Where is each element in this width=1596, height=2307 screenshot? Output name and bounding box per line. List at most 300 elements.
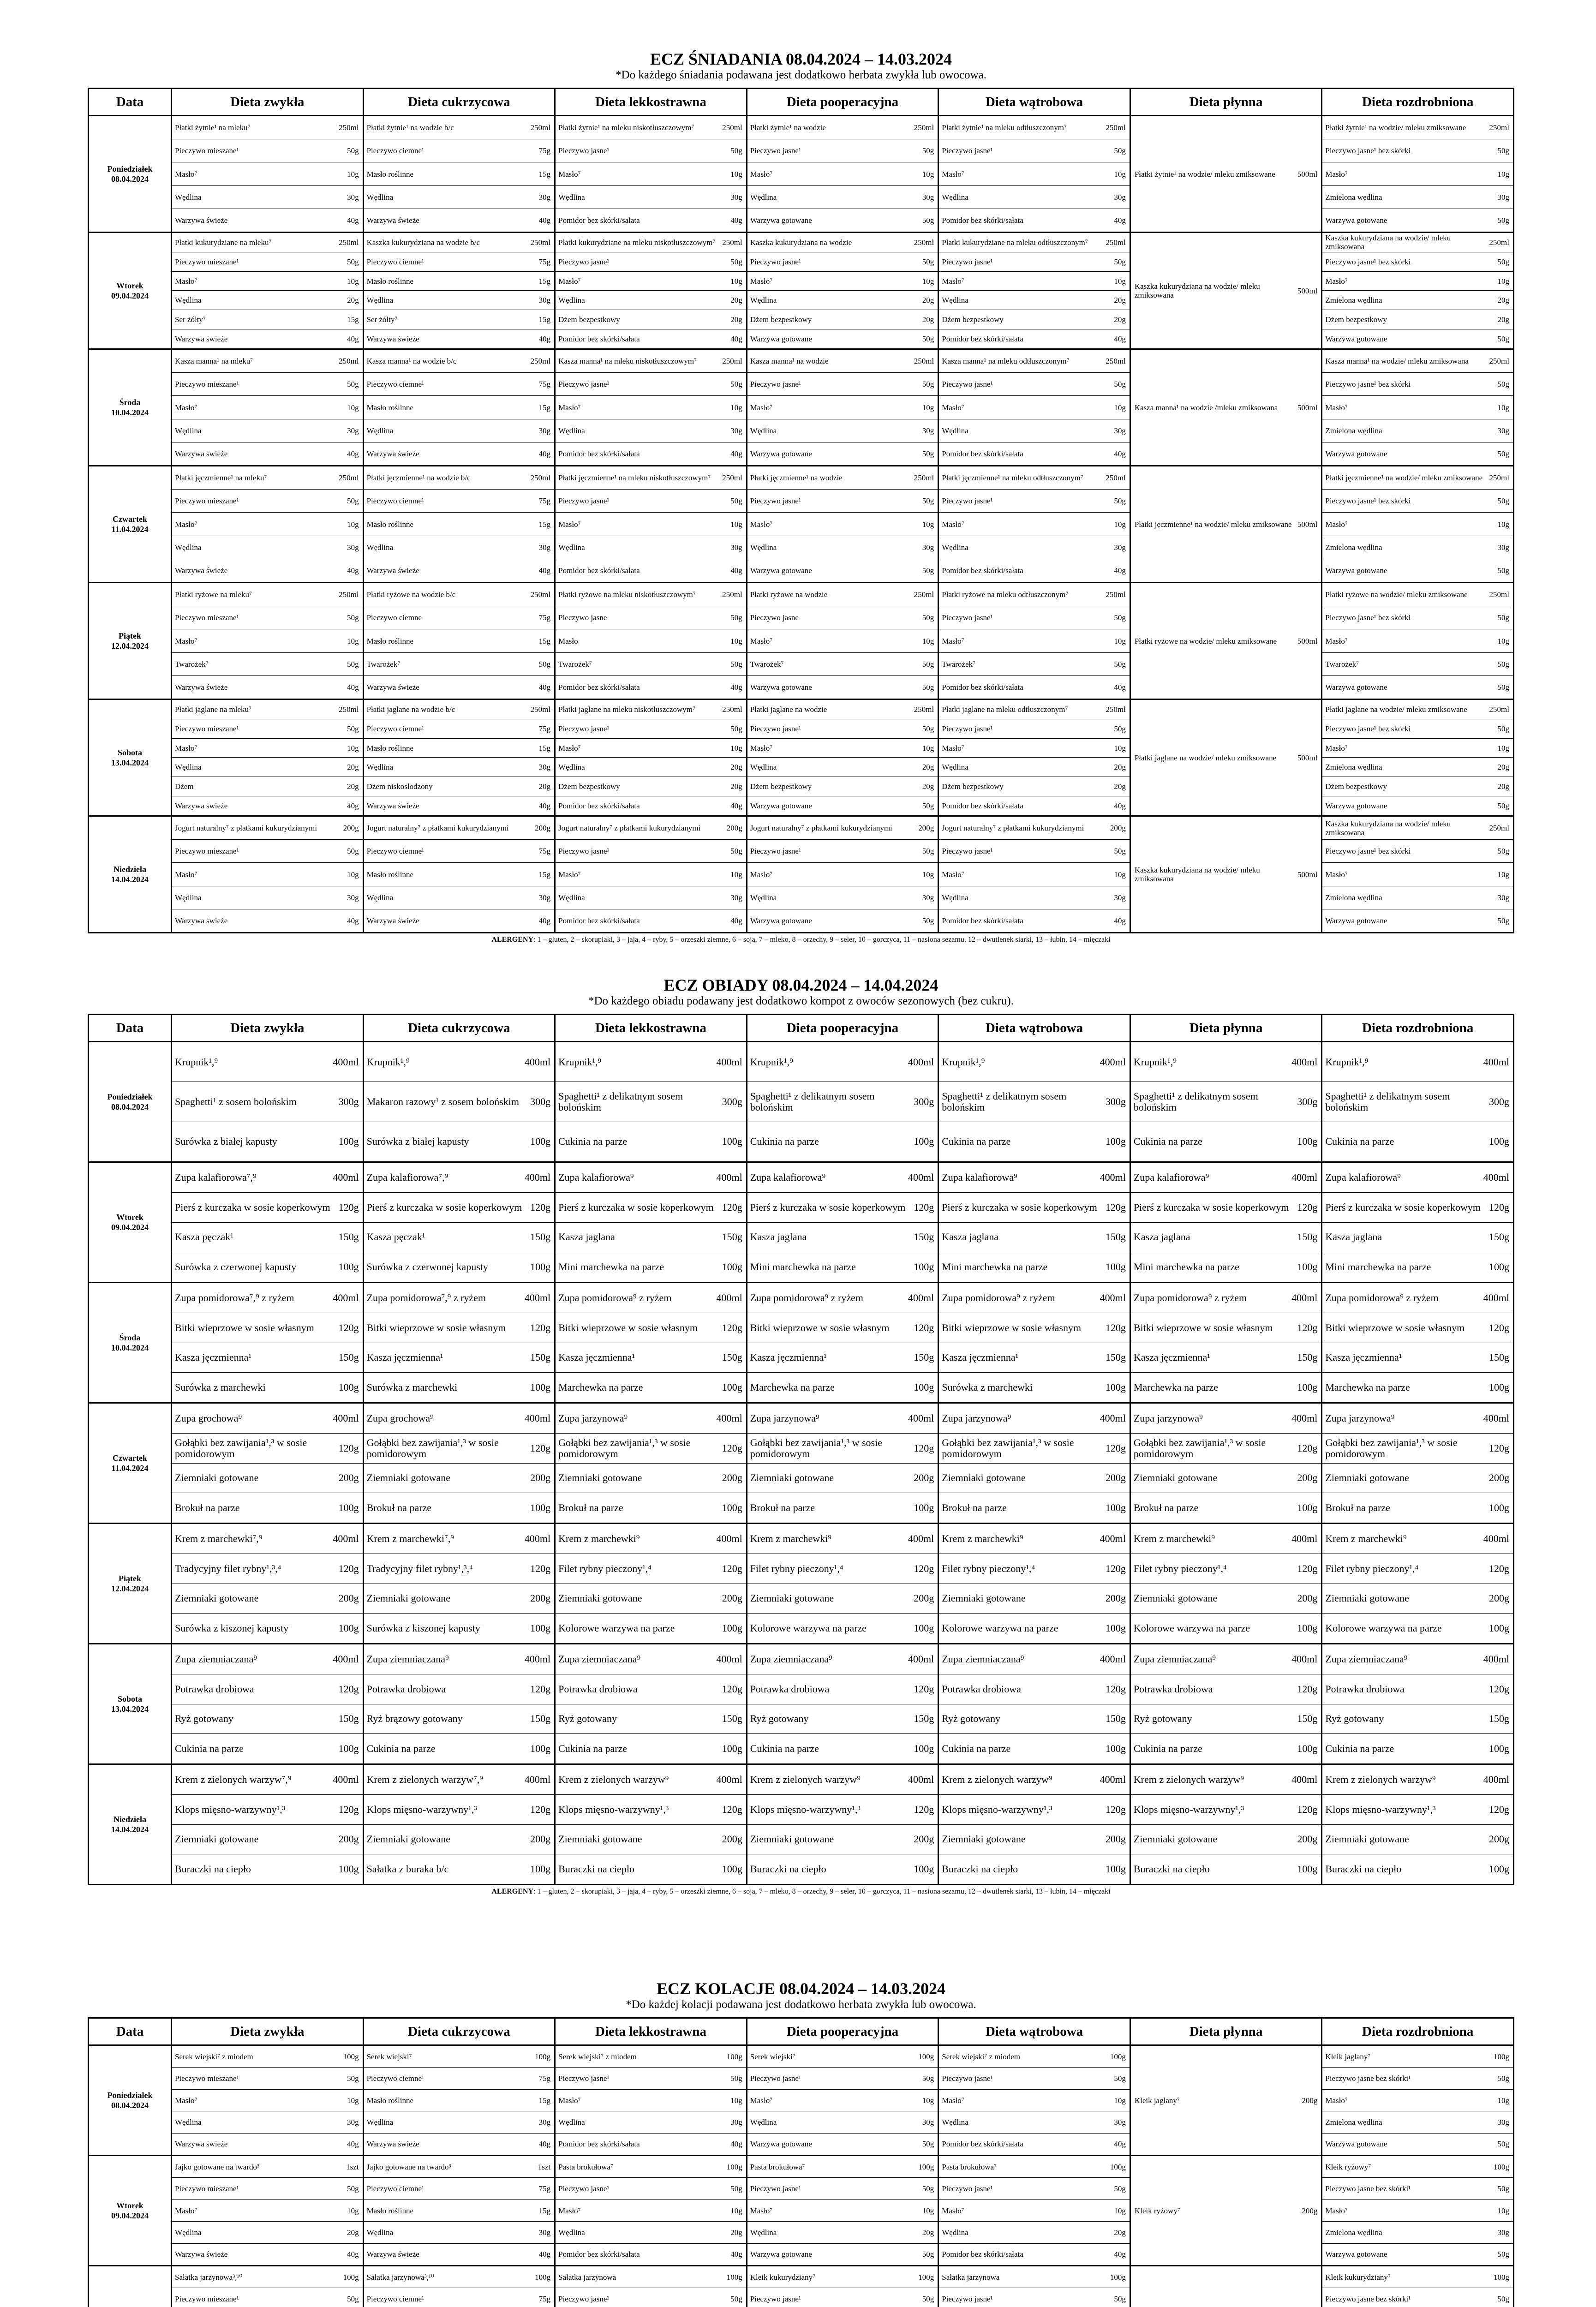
item-name: Dżem bezpestkowy <box>1325 782 1387 791</box>
item-name: Płatki ryżowe na wodzie b/c <box>366 590 456 599</box>
item-quantity: 100g <box>722 1863 742 1875</box>
item-quantity: 20g <box>922 2228 934 2237</box>
item-name: Cukinia na parze <box>942 1136 1011 1148</box>
menu-item <box>747 1404 938 1434</box>
menu-item <box>1322 606 1513 629</box>
menu-cell <box>363 699 555 816</box>
item-name: Warzywa świeże <box>366 801 419 811</box>
menu-item <box>1322 272 1513 291</box>
item-quantity: 400ml <box>524 1412 551 1424</box>
menu-items <box>172 583 363 699</box>
menu-item <box>364 777 555 796</box>
menu-item <box>747 442 938 465</box>
item-name: Pieczywo jasne¹ <box>750 380 801 389</box>
menu-item <box>1131 1825 1321 1855</box>
menu-cell <box>938 1764 1130 1885</box>
item-quantity: 50g <box>730 2074 742 2083</box>
menu-cell <box>363 1524 555 1644</box>
menu-cell <box>555 116 747 233</box>
menu-item <box>364 1644 555 1674</box>
menu-cell <box>747 1764 938 1885</box>
menu-item <box>556 1644 746 1674</box>
item-quantity: 40g <box>347 2140 359 2149</box>
menu-items <box>747 466 938 582</box>
item-quantity: 250ml <box>339 123 359 132</box>
item-quantity: 120g <box>1297 1201 1318 1213</box>
item-quantity: 50g <box>922 146 934 155</box>
menu-item <box>364 606 555 629</box>
column-header: Dieta lekkostrawna <box>555 89 747 116</box>
menu-items <box>1322 2266 1513 2307</box>
item-name: Wędlina <box>175 192 202 202</box>
menu-item <box>364 1283 555 1313</box>
menu-item <box>1322 1373 1513 1402</box>
item-quantity: 100g <box>1105 1743 1126 1755</box>
item-name: Masło⁷ <box>942 636 964 645</box>
menu-item <box>939 310 1130 329</box>
menu-cell <box>1322 583 1514 699</box>
menu-item <box>1322 162 1513 185</box>
item-quantity: 500ml <box>1297 169 1318 179</box>
item-name: Wędlina <box>558 893 585 902</box>
item-quantity: 50g <box>922 2295 934 2304</box>
item-quantity: 200g <box>1110 824 1126 833</box>
item-quantity: 75g <box>538 496 551 506</box>
menu-item <box>364 817 555 840</box>
item-name: Zupa pomidorowa⁹ z ryżem <box>1133 1292 1247 1303</box>
item-name: Dżem bezpestkowy <box>942 315 1004 324</box>
item-quantity: 120g <box>338 1683 359 1695</box>
menu-item <box>747 840 938 863</box>
menu-items <box>747 700 938 815</box>
item-name: Płatki jęczmienne¹ na mleku⁷ <box>175 473 267 483</box>
item-name: Krem z zielonych warzyw⁹ <box>1133 1774 1244 1785</box>
item-quantity: 40g <box>538 801 551 811</box>
item-quantity: 400ml <box>1483 1291 1509 1303</box>
menu-item <box>1322 466 1513 490</box>
menu-item <box>939 2156 1130 2178</box>
menu-cell <box>1322 1403 1514 1524</box>
menu-item <box>364 1614 555 1643</box>
item-quantity: 30g <box>922 893 934 902</box>
item-quantity: 100g <box>1489 1502 1509 1514</box>
allergens-text: : 1 – gluten, 2 – skorupiaki, 3 – jaja, 4 – ryby, 5 – orzeszki ziemne, 6 – soja, 7 – mleko, 8 – orzechy, 9 – seler, 10 – gorczyca, 11 – nasiona sezamu, 12 – dwutlenek siarki, 13 – łubin, 14 – mięczaki <box>533 936 1111 944</box>
item-quantity: 120g <box>338 1321 359 1333</box>
menu-item <box>556 2266 746 2288</box>
item-quantity: 250ml <box>1106 123 1126 132</box>
item-name: Mini marchewka na parze <box>558 1261 664 1273</box>
item-name: Masło⁷ <box>942 743 964 753</box>
item-name: Wędlina <box>175 2228 202 2237</box>
menu-item <box>747 1493 938 1523</box>
item-quantity: 50g <box>347 380 359 389</box>
item-quantity: 50g <box>922 2140 934 2149</box>
menu-items <box>556 1404 746 1523</box>
menu-item <box>1322 442 1513 465</box>
menu-item <box>1322 1674 1513 1704</box>
item-quantity: 500ml <box>1297 403 1318 412</box>
allergens-label: ALERGENY <box>491 936 534 944</box>
menu-item <box>939 1674 1130 1704</box>
menu-item <box>939 1434 1130 1464</box>
item-name: Płatki kukurydziane na mleku niskotłuszczowym⁷ <box>558 238 716 247</box>
item-quantity: 40g <box>1114 2140 1126 2149</box>
item-name: Kasza jęczmienna¹ <box>1325 1352 1402 1363</box>
menu-item <box>364 1122 555 1161</box>
menu-items <box>556 1283 746 1402</box>
item-name: Pieczywo jasne¹ bez skórki <box>1325 847 1411 856</box>
item-quantity: 50g <box>1114 257 1126 266</box>
item-quantity: 120g <box>1105 1683 1126 1695</box>
item-quantity: 100g <box>1297 1136 1318 1148</box>
menu-item <box>747 653 938 676</box>
menu-item <box>1322 1283 1513 1313</box>
menu-item <box>1322 2046 1513 2068</box>
item-name: Masło⁷ <box>558 276 581 286</box>
item-quantity: 10g <box>1497 169 1509 179</box>
day-name: Piątek <box>119 1574 141 1583</box>
item-name: Ryż gotowany <box>942 1713 1001 1725</box>
item-quantity: 50g <box>1114 2074 1126 2083</box>
item-quantity: 400ml <box>333 1412 359 1424</box>
item-name: Masło⁷ <box>175 276 197 286</box>
item-quantity: 75g <box>538 2295 551 2304</box>
item-name: Serek wiejski⁷ z miodem <box>175 2052 253 2061</box>
item-name: Twarożek⁷ <box>942 659 975 669</box>
item-name: Pieczywo jasne¹ bez skórki <box>1325 496 1411 506</box>
menu-item <box>364 653 555 676</box>
item-name: Potrawka drobiowa <box>558 1683 638 1695</box>
menu-item <box>939 1795 1130 1825</box>
item-name: Pieczywo jasne <box>750 613 799 622</box>
item-name: Ziemniaki gotowane <box>942 1593 1026 1604</box>
menu-item <box>364 1404 555 1434</box>
item-quantity: 400ml <box>1100 1412 1126 1424</box>
item-quantity: 20g <box>347 782 359 791</box>
item-quantity: 400ml <box>908 1412 934 1424</box>
menu-item <box>747 758 938 777</box>
menu-table <box>88 88 1514 933</box>
item-quantity: 50g <box>347 2074 359 2083</box>
item-quantity: 150g <box>530 1231 551 1243</box>
item-name: Ryż gotowany <box>175 1713 233 1725</box>
item-name: Krem z zielonych warzyw⁹ <box>942 1774 1052 1785</box>
menu-item <box>172 676 363 699</box>
item-quantity: 100g <box>918 2162 934 2171</box>
day-name: Poniedziałek <box>107 1092 153 1101</box>
lunch-section <box>88 976 1514 1896</box>
item-quantity: 120g <box>722 1321 742 1333</box>
item-name: Masło⁷ <box>750 636 773 645</box>
column-header: Dieta pooperacyjna <box>747 89 938 116</box>
menu-item <box>556 1674 746 1704</box>
item-name: Zupa ziemniaczana⁹ <box>1325 1653 1408 1665</box>
item-quantity: 20g <box>347 2228 359 2237</box>
item-name: Sałatka jarzynowa <box>942 2272 1000 2282</box>
item-quantity: 50g <box>922 335 934 344</box>
menu-items <box>1322 233 1513 348</box>
menu-item <box>364 2200 555 2222</box>
item-quantity: 500ml <box>1297 753 1318 762</box>
menu-item <box>1322 1313 1513 1343</box>
menu-item <box>939 186 1130 209</box>
item-name: Kleik jaglany⁷ <box>1325 2052 1371 2061</box>
menu-item <box>556 796 746 815</box>
table-row <box>89 1162 1514 1283</box>
item-quantity: 100g <box>1297 1863 1318 1875</box>
menu-item <box>939 777 1130 796</box>
menu-item <box>556 536 746 559</box>
item-name: Cukinia na parze <box>1325 1743 1394 1755</box>
item-quantity: 400ml <box>716 1773 742 1785</box>
menu-items <box>939 1042 1130 1161</box>
item-quantity: 400ml <box>908 1532 934 1544</box>
item-quantity: 400ml <box>333 1291 359 1303</box>
column-header: Dieta pooperacyjna <box>747 2018 938 2045</box>
menu-item <box>747 1434 938 1464</box>
item-quantity: 250ml <box>1489 238 1509 247</box>
menu-item <box>1322 139 1513 162</box>
item-quantity: 120g <box>1489 1683 1509 1695</box>
menu-cell <box>1322 466 1514 583</box>
menu-item <box>556 2200 746 2222</box>
item-quantity: 400ml <box>1100 1773 1126 1785</box>
menu-item <box>364 2046 555 2068</box>
item-name: Masło roślinne <box>366 743 414 753</box>
menu-items <box>364 1163 555 1282</box>
item-name: Ziemniaki gotowane <box>558 1593 642 1604</box>
item-quantity: 20g <box>538 782 551 791</box>
menu-item <box>1131 350 1321 465</box>
item-quantity: 120g <box>530 1562 551 1574</box>
menu-cell <box>172 1162 364 1283</box>
item-quantity: 120g <box>1489 1562 1509 1574</box>
item-name: Wędlina <box>175 763 202 772</box>
menu-cell <box>555 349 747 466</box>
item-quantity: 250ml <box>339 357 359 366</box>
item-quantity: 400ml <box>716 1412 742 1424</box>
menu-item <box>747 2244 938 2265</box>
item-quantity: 50g <box>1497 2295 1509 2304</box>
item-quantity: 120g <box>530 1201 551 1213</box>
item-quantity: 100g <box>1494 2272 1509 2282</box>
item-quantity: 100g <box>530 1863 551 1875</box>
item-name: Potrawka drobiowa <box>1325 1683 1405 1695</box>
item-name: Wędlina <box>558 426 585 435</box>
menu-cell <box>1130 1764 1322 1885</box>
menu-cell <box>938 233 1130 349</box>
item-quantity: 100g <box>722 1136 742 1148</box>
date-cell <box>89 349 172 466</box>
menu-item <box>364 2266 555 2288</box>
item-quantity: 400ml <box>333 1653 359 1665</box>
date-cell <box>89 583 172 699</box>
item-name: Masło⁷ <box>175 520 197 529</box>
item-quantity: 250ml <box>722 123 742 132</box>
item-name: Pomidor bez skórki/sałata <box>558 2140 640 2149</box>
menu-item <box>1322 2156 1513 2178</box>
item-name: Warzywa gotowane <box>750 2250 812 2259</box>
menu-cell <box>555 1283 747 1403</box>
item-name: Masło⁷ <box>750 743 773 753</box>
menu-item <box>747 1795 938 1825</box>
item-quantity: 75g <box>538 724 551 733</box>
menu-item <box>556 1373 746 1402</box>
menu-item <box>556 886 746 909</box>
item-name: Surówka z marchewki <box>942 1382 1033 1393</box>
item-quantity: 20g <box>1497 763 1509 772</box>
item-name: Pierś z kurczaka w sosie koperkowym <box>366 1201 522 1213</box>
item-name: Zupa kalafiorowa⁹ <box>942 1171 1017 1183</box>
menu-item <box>939 2244 1130 2265</box>
item-name: Masło roślinne <box>366 2096 414 2105</box>
item-name: Masło⁷ <box>942 2206 964 2215</box>
item-quantity: 40g <box>347 801 359 811</box>
menu-item <box>556 1434 746 1464</box>
menu-item <box>556 1404 746 1434</box>
menu-cell <box>172 349 364 466</box>
item-quantity: 120g <box>722 1683 742 1695</box>
item-quantity: 30g <box>538 543 551 552</box>
item-name: Cukinia na parze <box>175 1743 244 1755</box>
allergens-label: ALERGENY <box>491 1888 534 1895</box>
menu-item <box>939 1524 1130 1554</box>
menu-item <box>1322 1854 1513 1884</box>
item-name: Gołąbki bez zawijania¹,³ w sosie pomidorowym <box>1325 1437 1458 1459</box>
item-quantity: 120g <box>1105 1803 1126 1815</box>
menu-cell <box>747 1524 938 1644</box>
item-name: Pomidor bez skórki/sałata <box>558 566 640 575</box>
menu-item <box>939 1082 1130 1122</box>
item-quantity: 50g <box>730 2184 742 2193</box>
item-quantity: 150g <box>1105 1713 1126 1725</box>
menu-item <box>939 1704 1130 1734</box>
menu-item <box>1322 490 1513 513</box>
item-name: Pieczywo jasne¹ bez skórki <box>1325 380 1411 389</box>
item-quantity: 50g <box>922 682 934 692</box>
menu-item <box>939 700 1130 719</box>
item-quantity: 250ml <box>339 590 359 599</box>
menu-cell <box>1130 583 1322 699</box>
item-name: Zupa kalafiorowa⁹ <box>1325 1171 1401 1183</box>
item-name: Kasza manna¹ na wodzie b/c <box>366 357 457 366</box>
item-quantity: 20g <box>730 2228 742 2237</box>
menu-item <box>1322 863 1513 886</box>
item-name: Pierś z kurczaka w sosie koperkowym <box>558 1201 714 1213</box>
item-name: Pomidor bez skórki/sałata <box>558 682 640 692</box>
item-quantity: 10g <box>347 743 359 753</box>
item-quantity: 200g <box>530 1833 551 1845</box>
item-name: Pierś z kurczaka w sosie koperkowym <box>175 1201 330 1213</box>
menu-item <box>747 252 938 272</box>
item-quantity: 100g <box>338 1261 359 1273</box>
item-name: Jogurt naturalny⁷ z płatkami kukurydzianymi <box>366 824 509 833</box>
menu-item <box>556 1252 746 1282</box>
item-name: Masło⁷ <box>1325 743 1348 753</box>
item-name: Twarożek⁷ <box>366 659 400 669</box>
item-name: Gołąbki bez zawijania¹,³ w sosie pomidorowym <box>366 1437 499 1459</box>
menu-items <box>1322 1524 1513 1643</box>
item-name: Płatki jęczmienne¹ na mleku odtłuszczonym⁷ <box>942 473 1083 483</box>
item-name: Mini marchewka na parze <box>1133 1261 1239 1273</box>
item-quantity: 250ml <box>530 238 551 247</box>
item-name: Zmielona wędlina <box>1325 2228 1382 2237</box>
menu-items <box>747 2266 938 2307</box>
menu-cell <box>172 466 364 583</box>
menu-items <box>939 817 1130 932</box>
item-name: Ziemniaki gotowane <box>366 1472 451 1484</box>
menu-cell <box>1322 1283 1514 1403</box>
item-name: Pierś z kurczaka w sosie koperkowym <box>1133 1201 1289 1213</box>
menu-item <box>1322 758 1513 777</box>
date-value: 08.04.2024 <box>111 2101 149 2110</box>
item-name: Krem z marchewki⁹ <box>942 1533 1023 1544</box>
item-quantity: 200g <box>1302 2096 1318 2105</box>
menu-cell <box>172 1283 364 1403</box>
menu-item <box>172 2200 363 2222</box>
item-quantity: 250ml <box>1489 705 1509 714</box>
menu-item <box>747 2090 938 2111</box>
item-quantity: 200g <box>914 1833 934 1845</box>
menu-item <box>939 116 1130 139</box>
menu-item <box>1131 466 1321 582</box>
menu-cell <box>172 1764 364 1885</box>
day-name: Sobota <box>117 1694 142 1703</box>
menu-items <box>747 233 938 348</box>
menu-item <box>939 2200 1130 2222</box>
item-quantity: 400ml <box>1483 1056 1509 1068</box>
item-quantity: 250ml <box>914 590 934 599</box>
item-name: Pieczywo jasne¹ <box>942 257 993 266</box>
item-name: Kolorowe warzywa na parze <box>942 1623 1058 1634</box>
menu-item <box>747 1854 938 1884</box>
menu-item <box>364 2090 555 2111</box>
item-name: Zmielona wędlina <box>1325 2117 1382 2127</box>
item-quantity: 250ml <box>530 123 551 132</box>
menu-items <box>556 1163 746 1282</box>
item-quantity: 20g <box>347 296 359 305</box>
item-quantity: 40g <box>730 2140 742 2149</box>
item-quantity: 150g <box>722 1351 742 1363</box>
item-name: Pieczywo jasne¹ bez skórki <box>1325 613 1411 622</box>
menu-item <box>556 490 746 513</box>
menu-item <box>939 739 1130 758</box>
item-name: Wędlina <box>175 893 202 902</box>
item-quantity: 120g <box>1105 1562 1126 1574</box>
item-quantity: 120g <box>914 1201 934 1213</box>
item-quantity: 100g <box>530 1743 551 1755</box>
menu-item <box>939 1404 1130 1434</box>
menu-item <box>939 1313 1130 1343</box>
item-quantity: 250ml <box>1489 473 1509 483</box>
item-quantity: 300g <box>914 1095 934 1107</box>
item-name: Wędlina <box>750 192 777 202</box>
menu-cell <box>1130 699 1322 816</box>
menu-item <box>1322 1765 1513 1795</box>
menu-item <box>556 466 746 490</box>
item-name: Masło⁷ <box>750 870 773 879</box>
item-name: Pieczywo jasne¹ <box>558 2074 610 2083</box>
item-name: Masło⁷ <box>1325 870 1348 879</box>
item-quantity: 120g <box>530 1442 551 1454</box>
menu-item <box>172 1193 363 1223</box>
menu-items <box>172 700 363 815</box>
item-name: Cukinia na parze <box>558 1743 628 1755</box>
item-quantity: 120g <box>722 1562 742 1574</box>
item-quantity: 100g <box>726 2052 742 2061</box>
menu-item <box>172 559 363 582</box>
item-name: Płatki jęczmienne¹ na wodzie b/c <box>366 473 471 483</box>
